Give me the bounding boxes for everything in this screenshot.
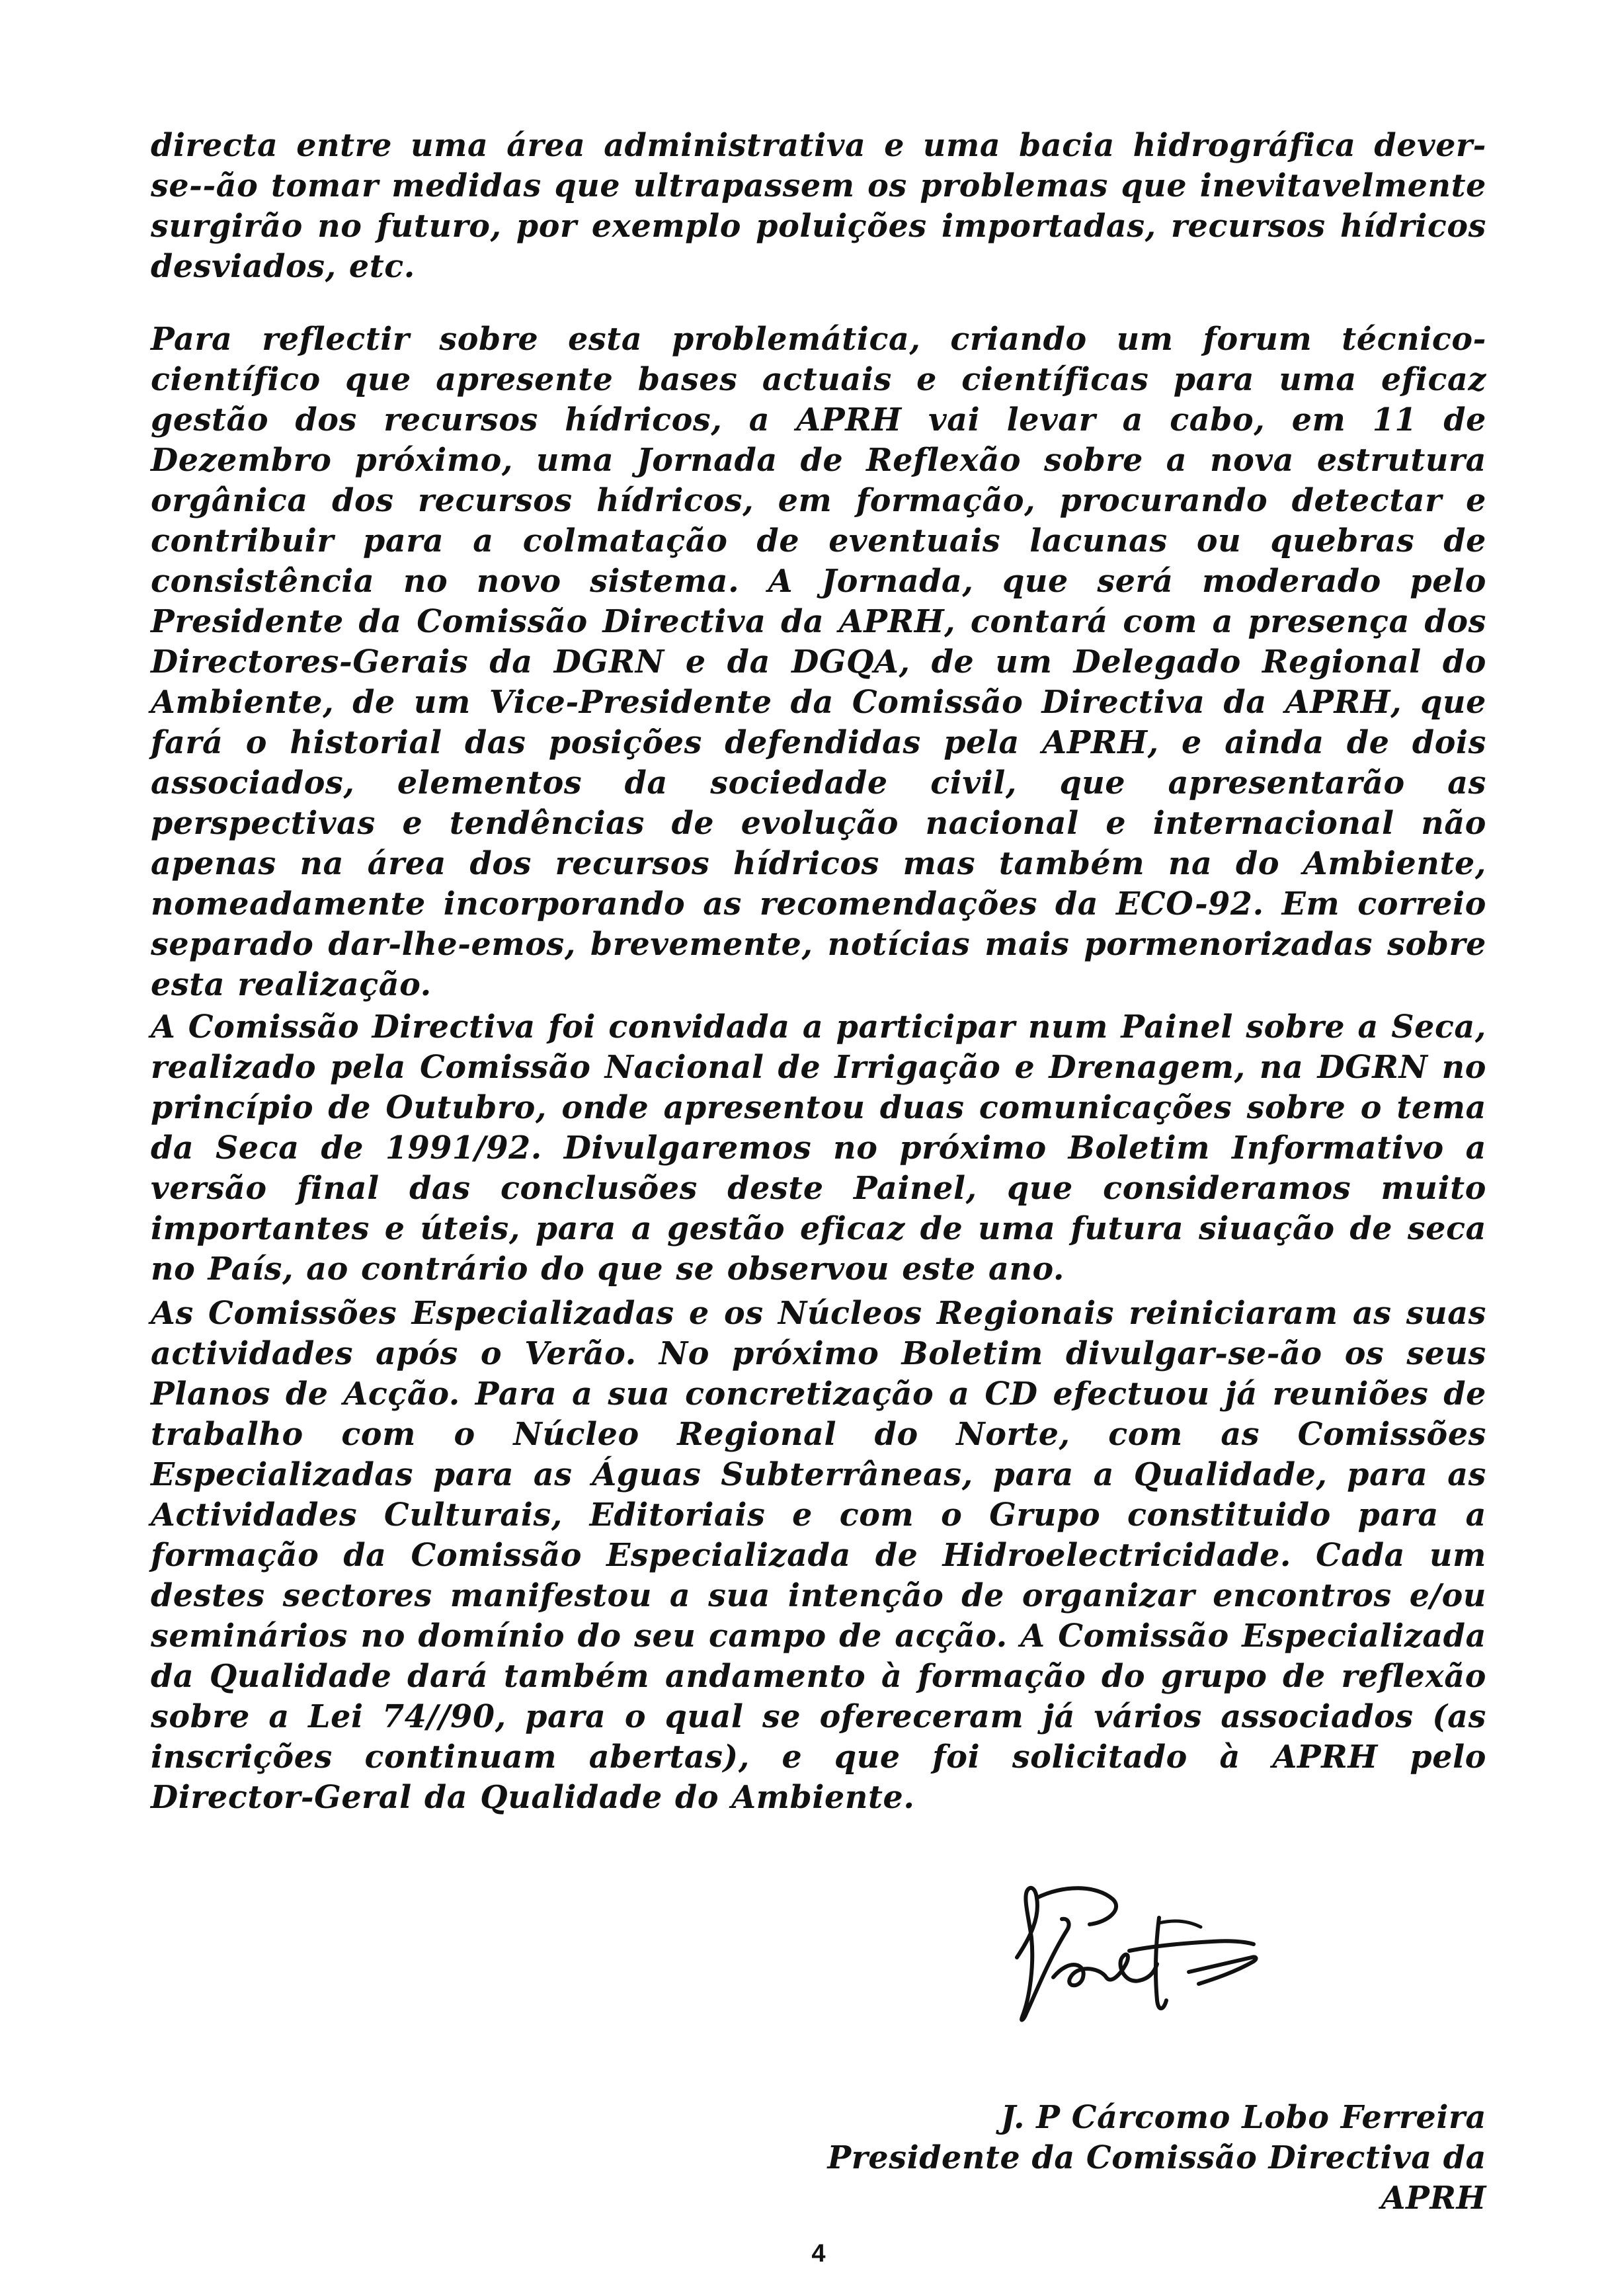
page-number: 4 <box>811 2240 826 2268</box>
paragraph-intro: directa entre uma área administrativa e uma bacia hidrográfica dever-se--ão tomar medidas que ultrapassem os problemas que inevitavelmente surgirão no futuro, por exemplo poluições importadas, recursos hídricos desviados, etc. <box>151 127 1486 285</box>
signature-block <box>719 2098 1486 2219</box>
signatory-name: J. P Cárcomo Lobo Ferreira <box>1000 2099 1486 2136</box>
signatory-title: Presidente da Comissão Directiva da APRH <box>827 2139 1486 2217</box>
paragraph-painel-seca: A Comissão Directiva foi convidada a participar num Painel sobre a Seca, realizado pela Comissão Nacional de Irrigação e Drenagem, na DGRN no princípio de Outubro, onde apresentou duas comunicações sobre o tema da Seca de 1991/92. Divulgaremos no próximo Boletim Informativo a versão final das conclusões deste Painel, que consideramos muito importantes e úteis, para a gestão eficaz de uma futura siuação de seca no País, ao contrário do que se observou este ano. <box>151 1008 1486 1288</box>
paragraph-jornada: Para reflectir sobre esta problemática, criando um forum técnico-científico que apresente bases actuais e científicas para uma eficaz gestão dos recursos hídricos, a APRH vai levar a cabo, em 11 de Dezembro próximo, uma Jornada de Reflexão sobre a nova estrutura orgânica dos recursos hídricos, em formação, procurando detectar e contribuir para a colmatação de eventuais lacunas ou quebras de consistência no novo sistema. A Jornada, que será moderado pelo Presidente da Comissão Directiva da APRH, contará com a presença dos Directores-Gerais da DGRN e da DGQA, de um Delegado Regional do Ambiente, de um Vice-Presidente da Comissão Directiva da APRH, que fará o historial das posições defendidas pela APRH, e ainda de dois associados, elementos da sociedade civil, que apresentarão as perspectivas e tendências de evolução nacional e internacional não apenas na área dos recursos hídricos mas também na do Ambiente, nomeadamente incorporando as recomendações da ECO-92. Em correio separado dar-lhe-emos, brevemente, notícias mais pormenorizadas sobre esta realização. <box>151 321 1486 1003</box>
document-page <box>151 126 1486 2268</box>
handwritten-signature <box>990 1858 1268 2043</box>
paragraph-comissoes: As Comissões Especializadas e os Núcleos Regionais reiniciaram as suas actividades após o Verão. No próximo Boletim divulgar-se-ão os seus Planos de Acção. Para a sua concretização a CD efectuou já reuniões de trabalho com o Núcleo Regional do Norte, com as Comissões Especializadas para as Águas Subterrâneas, para a Qualidade, para as Actividades Culturais, Editoriais e com o Grupo constituido para a formação da Comissão Especializada de Hidroelectricidade. Cada um destes sectores manifestou a sua intenção de organizar encontros e/ou seminários no domínio do seu campo de acção. A Comissão Especializada da Qualidade dará também andamento à formação do grupo de reflexão sobre a Lei 74//90, para o qual se ofereceram já vários associados (as inscrições continuam abertas), e que foi solicitado à APRH pelo Director-Geral da Qualidade do Ambiente. <box>151 1295 1486 1816</box>
